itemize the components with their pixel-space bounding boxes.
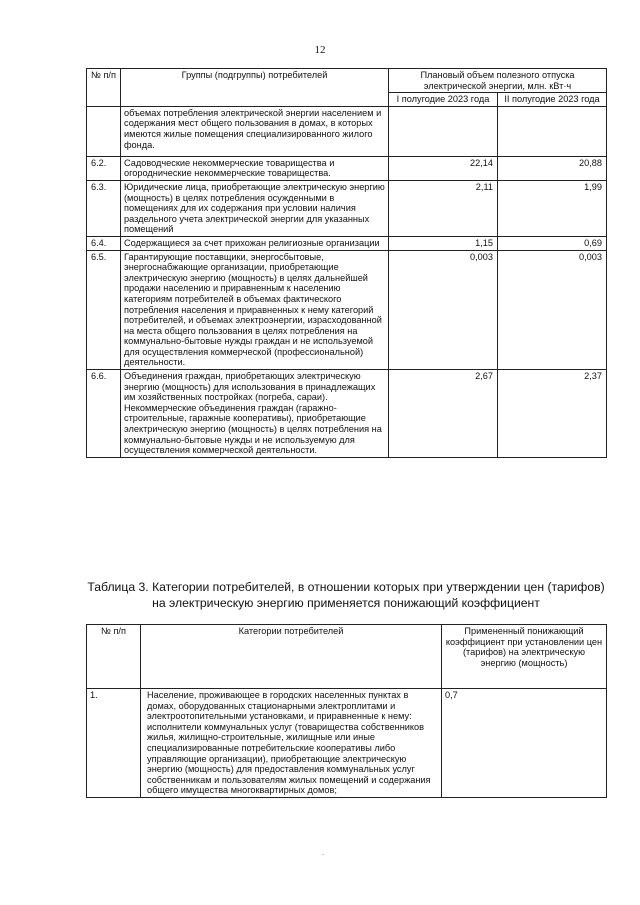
table-header-row [87,625,607,689]
row-num: 1. [87,689,141,798]
row-num: 6.3. [87,180,121,236]
row-value-h1: 0,003 [389,250,498,370]
header-half1: I полугодие 2023 года [389,93,498,107]
table-reduction-coefficient [86,624,607,798]
footer-mark: . [322,848,325,857]
row-num: 6.6. [87,370,121,458]
row-num [87,106,121,156]
header-categories: Категории потребителей [141,625,442,689]
header-planned-volume: Плановый объем полезного отпуска электрической энергии, млн. кВт·ч [389,69,607,93]
table-row [87,370,607,458]
row-description: объемах потребления электрической энергии населением и содержания мест общего пользования в домах, в которых имеются жилые помещения специализированного жилого фонда. [121,106,389,156]
row-value-h1: 1,15 [389,236,498,250]
row-description: Садоводческие некоммерческие товарищества и огороднические некоммерческие товарищества. [121,156,389,180]
header-num: № п/п [87,625,141,689]
page-number: 12 [314,44,326,56]
header-num: № п/п [87,69,121,107]
row-description: Гарантирующие поставщики, энергосбытовые, энергоснабжающие организации, приобретающие электрическую энергию (мощность) в целях дальнейшей продажи населению и приравненным к населению категориям потребителей в объемах фактического потребления населения и приравненных к нему категорий потребителей, и объемах электроэнергии, израсходованной на места общего пользования в целях потребления на коммунально-бытовые нужды граждан и не используемой для осуществления коммерческой (профессиональной) деятельности. [121,250,389,370]
row-value-h2 [498,106,607,156]
row-value-h1: 2,11 [389,180,498,236]
table-row [87,236,607,250]
row-value-h2: 0,003 [498,250,607,370]
table-header-row [87,69,607,93]
row-value-h1: 2,67 [389,370,498,458]
table3-caption: Таблица 3. Категории потребителей, в отношении которых при утверждении цен (тарифов) на электрическую энергию применяется понижающий коэффициент [87,580,605,610]
row-value-h1: 22,14 [389,156,498,180]
row-value-h2: 20,88 [498,156,607,180]
row-value-h2: 0,69 [498,236,607,250]
header-groups: Группы (подгруппы) потребителей [121,69,389,107]
header-coefficient: Примененный понижающий коэффициент при установлении цен (тарифов) на электрическую энергию (мощность) [442,625,607,689]
row-description: Объединения граждан, приобретающих электрическую энергию (мощность) для использования в принадлежащих им хозяйственных постройках (погреба, сараи). Некоммерческие объединения граждан (гаражно-строительные, гаражные кооперативы), приобретающие электрическую энергию (мощность) в целях потребления на коммунально-бытовые нужды и не используемую для осуществления коммерческой деятельности. [121,370,389,458]
header-half2: II полугодие 2023 года [498,93,607,107]
row-value-h2: 2,37 [498,370,607,458]
row-num: 6.4. [87,236,121,250]
table-row [87,250,607,370]
row-value-h1 [389,106,498,156]
table-planned-volume [86,68,607,458]
table-row [87,689,607,798]
row-num: 6.2. [87,156,121,180]
table-row [87,156,607,180]
row-value-h2: 1,99 [498,180,607,236]
table-row [87,180,607,236]
row-description: Содержащиеся за счет прихожан религиозные организации [121,236,389,250]
row-coefficient: 0,7 [442,689,607,798]
row-description: Население, проживающее в городских населенных пунктах в домах, оборудованных стационарными электроплитами и электроотопительными установками, и приравненные к нему: исполнители коммунальных услуг (товарищества собственников жилья, жилищно-строительные, жилищные или иные специализированные потребительские кооперативы либо управляющие организации), приобретающие электрическую энергию (мощность) для предоставления коммунальных услуг собственникам и пользователям жилых помещений и содержания общего имущества многоквартирных домов; [141,689,442,798]
row-num: 6.5. [87,250,121,370]
row-description: Юридические лица, приобретающие электрическую энергию (мощность) в целях потребления осужденными в помещениях для их содержания при условии наличия раздельного учета электрической энергии для указанных помещений [121,180,389,236]
table-row [87,106,607,156]
